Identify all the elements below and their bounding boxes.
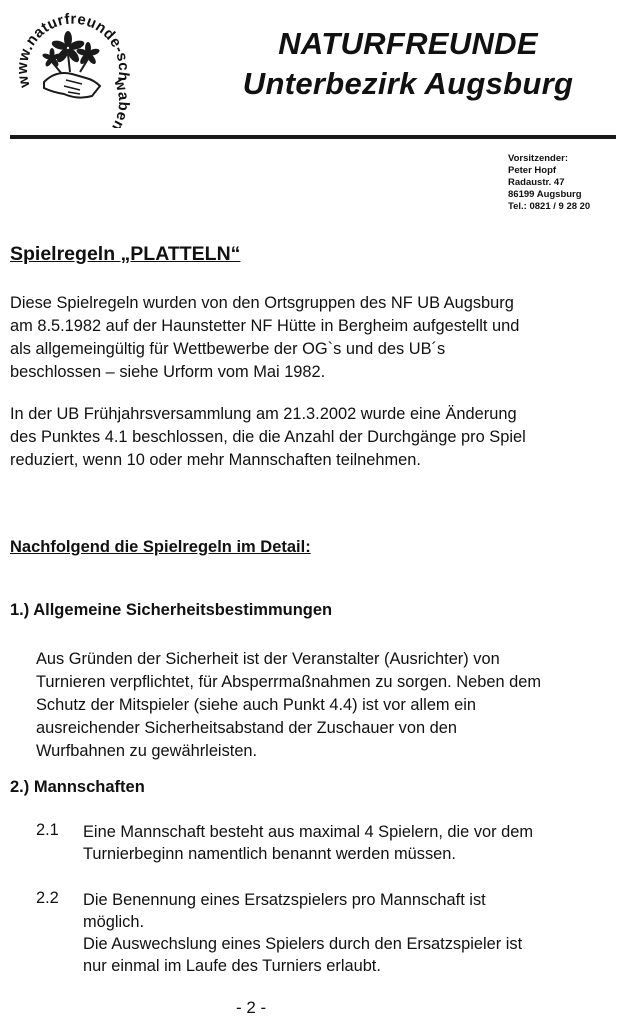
flowers-and-handshake-logo-icon [8, 4, 138, 128]
contact-role: Vorsitzender: [508, 153, 569, 164]
text-line: des Punktes 4.1 beschlossen, die die Anzahl der Durchgänge pro Spiel [10, 428, 526, 446]
header-divider [10, 135, 616, 139]
organization-logo [8, 4, 138, 128]
text-line: Diese Spielregeln wurden von den Ortsgruppen des NF UB Augsburg [10, 294, 514, 312]
page-number: - 2 - [236, 998, 267, 1017]
text-line: Eine Mannschaft besteht aus maximal 4 Spielern, die vor dem [83, 823, 534, 841]
text-line: möglich. [83, 913, 145, 931]
item-number: 2.1 [36, 821, 59, 839]
text-line: In der UB Frühjahrsversammlung am 21.3.2002 wurde eine Änderung [10, 405, 517, 423]
item-number: 2.2 [36, 889, 59, 907]
text-line: am 8.5.1982 auf der Haunstetter NF Hütte in Bergheim aufgestellt und [10, 317, 520, 335]
text-line: reduziert, wenn 10 oder mehr Mannschaften teilnehmen. [10, 451, 421, 469]
logo-ring-text: www.naturfreunde-schwaben [13, 10, 133, 128]
contact-street: Radaustr. 47 [508, 177, 565, 188]
intro-paragraph-1 [10, 292, 620, 384]
section-2-title: 2.) Mannschaften [10, 778, 145, 796]
text-line: Die Benennung eines Ersatzspielers pro Mannschaft ist [83, 891, 486, 909]
contact-block [508, 153, 590, 213]
contact-name: Peter Hopf [508, 165, 557, 176]
section-1-title: 1.) Allgemeine Sicherheitsbestimmungen [10, 601, 333, 619]
text-line: Die Auswechslung eines Spielers durch den Ersatzspieler ist [83, 935, 523, 953]
document-title: Spielregeln „PLATTELN“ [10, 243, 241, 265]
detail-heading: Nachfolgend die Spielregeln im Detail: [10, 538, 311, 556]
section-1-body [36, 648, 541, 763]
text-line: Turnieren verpflichtet, für Absperrmaßnahmen zu sorgen. Neben dem [36, 673, 542, 691]
svg-text:www.naturfreunde-schwaben.de [14, 11, 132, 128]
text-line: Aus Gründen der Sicherheit ist der Veranstalter (Ausrichter) von [36, 650, 500, 668]
contact-phone: Tel.: 0821 / 9 28 20 [508, 201, 591, 212]
text-line: ausreichender Sicherheitsabstand der Zuschauer von den [36, 719, 457, 737]
text-line: Wurfbahnen zu gewährleisten. [36, 742, 258, 760]
intro-paragraph-2 [10, 403, 620, 472]
text-line: als allgemeingültig für Wettbewerbe der OG`s und des UB´s [10, 340, 446, 358]
item-text [83, 821, 533, 865]
text-line: beschlossen – siehe Urform vom Mai 1982. [10, 363, 326, 381]
text-line: nur einmal im Laufe des Turniers erlaubt. [83, 957, 381, 975]
item-text [83, 889, 522, 977]
organization-subdivision: Unterbezirk Augsburg [242, 66, 574, 101]
text-line: Turnierbeginn namentlich benannt werden müssen. [83, 845, 456, 863]
organization-name: NATURFREUNDE [278, 26, 538, 61]
contact-city: 86199 Augsburg [508, 189, 582, 200]
text-line: Schutz der Mitspieler (siehe auch Punkt 4.4) ist vor allem ein [36, 696, 477, 714]
